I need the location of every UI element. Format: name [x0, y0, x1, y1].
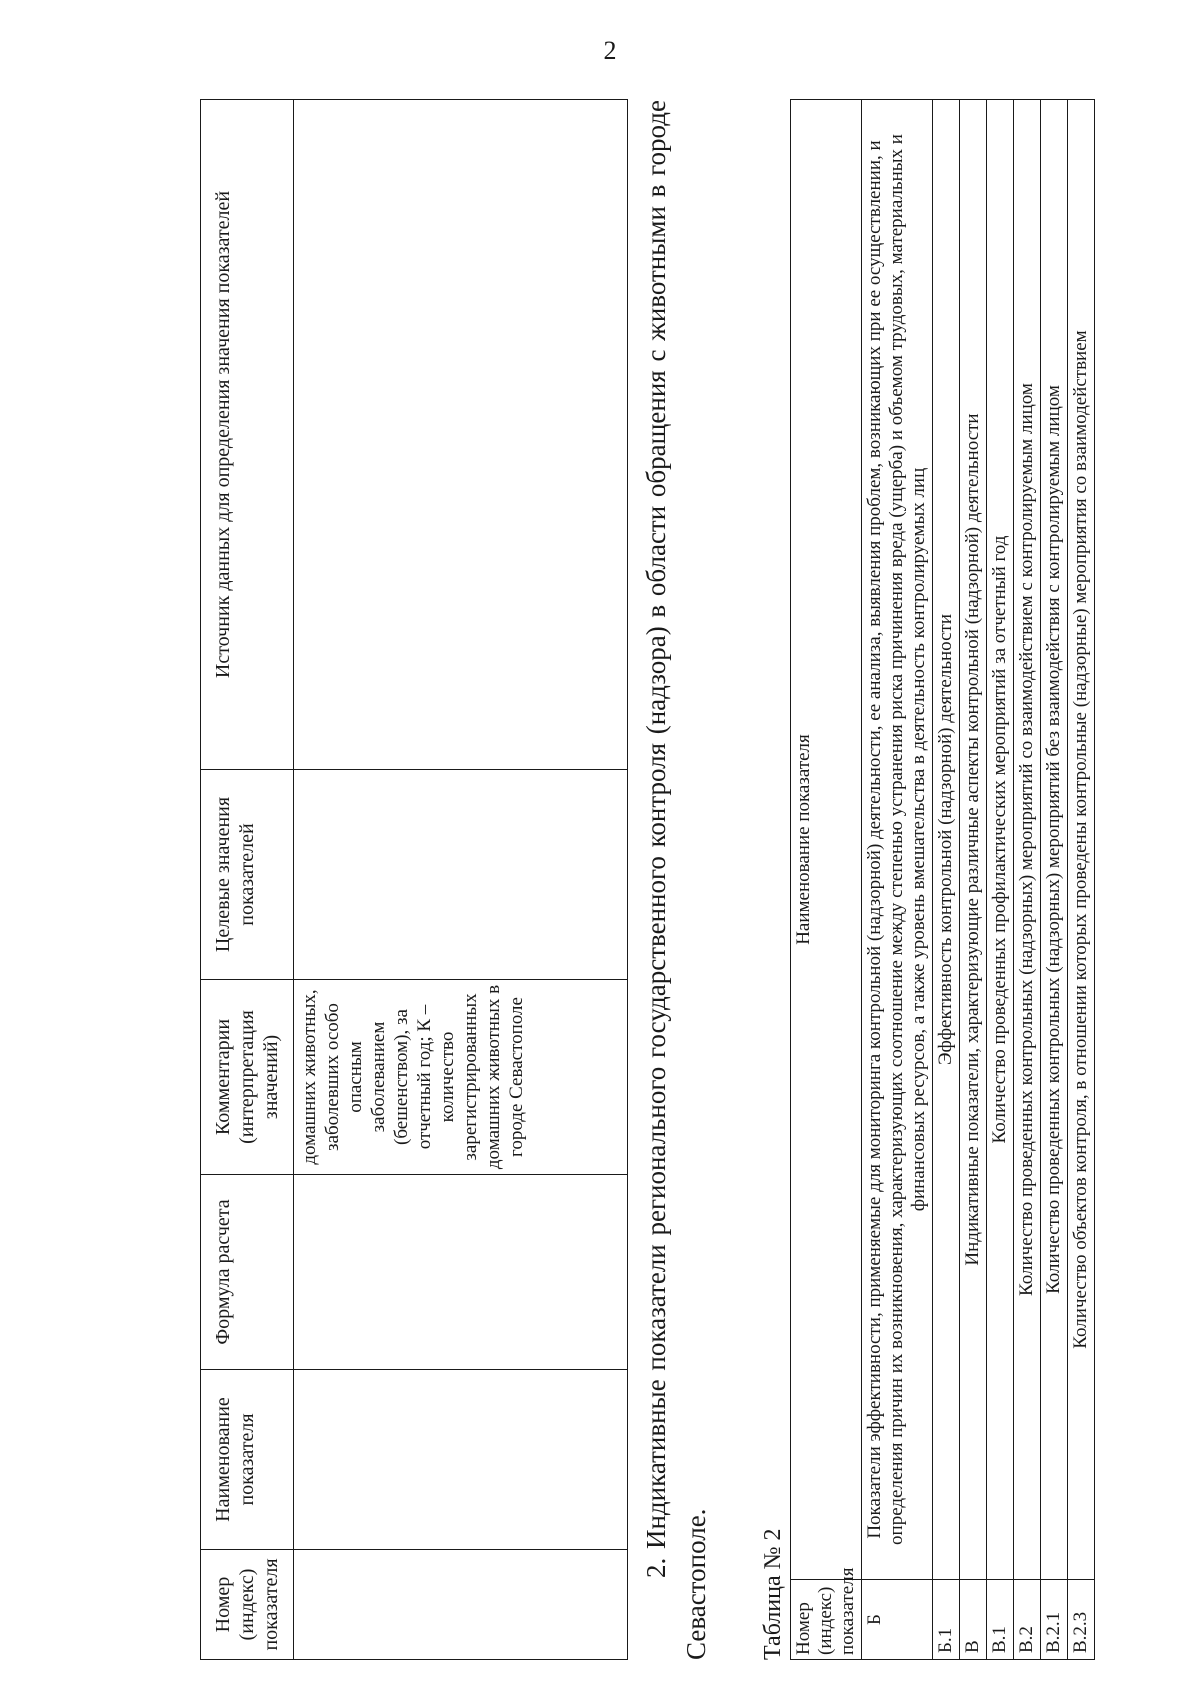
indicators-table-2: [790, 99, 1095, 1660]
indicators-table-continued: [200, 99, 628, 1660]
table-row: [987, 100, 1014, 1660]
header-indicator-name: Наименование показателя: [791, 100, 862, 1580]
row-text: Индикативные показатели, характеризующие различные аспекты контрольной (надзорной) деятельности: [960, 100, 987, 1580]
cell-comment: домашних животных, заболевших особо опасным заболеванием (бешенством), за отчетный год; К – количество зарегистрированных домашних животных в городе Севастополе: [294, 980, 628, 1175]
table-row: [294, 100, 628, 1660]
cell-source: [294, 100, 628, 770]
table-row: [933, 100, 960, 1660]
table-header-row: [791, 100, 862, 1660]
row-text: Количество проведенных контрольных (надзорных) мероприятий со взаимодействием с контролируемым лицом: [1014, 100, 1041, 1580]
cell-target: [294, 770, 628, 980]
row-index: В.2: [1014, 1580, 1041, 1660]
row-text: Эффективность контрольной (надзорной) деятельности: [933, 100, 960, 1580]
header-comment: Комментарии (интерпретация значений): [201, 980, 294, 1175]
table-row: [862, 100, 933, 1660]
row-text: Количество объектов контроля, в отношении которых проведены контрольные (надзорные) мероприятия со взаимодействием: [1068, 100, 1095, 1580]
header-source: Источник данных для определения значения показателей: [201, 100, 294, 770]
page-number: 2: [603, 36, 617, 65]
header-index: Номер (индекс) показателя: [791, 1580, 862, 1660]
row-index: В.2.1: [1041, 1580, 1068, 1660]
table-row: [1068, 100, 1095, 1660]
section-heading: 2. Индикативные показатели регионального государственного контроля (надзора) в области обращения с животными в городе Севастополе.: [641, 100, 711, 1660]
row-index: Б: [862, 1580, 933, 1660]
header-target: Целевые значения показателей: [201, 770, 294, 980]
row-index: В.2.3: [1068, 1580, 1095, 1660]
rotated-page-content: [200, 100, 1170, 1660]
cell-formula: [294, 1175, 628, 1370]
row-index: В.1: [987, 1580, 1014, 1660]
table-caption: Таблица № 2: [760, 1528, 786, 1660]
row-text: Количество проведенных профилактических мероприятий за отчетный год: [987, 100, 1014, 1580]
header-number: Номер (индекс) показателя: [201, 1550, 294, 1660]
table-row: [960, 100, 987, 1660]
table-header-row: [201, 100, 294, 1660]
cell-name: [294, 1370, 628, 1550]
table-row: [1041, 100, 1068, 1660]
row-text: Количество проведенных контрольных (надзорных) мероприятий без взаимодействия с контролируемым лицом: [1041, 100, 1068, 1580]
table-row: [1014, 100, 1041, 1660]
header-name: Наименование показателя: [201, 1370, 294, 1550]
row-index: В: [960, 1580, 987, 1660]
cell-number: [294, 1550, 628, 1660]
row-index: Б.1: [933, 1580, 960, 1660]
row-text: Показатели эффективности, применяемые для мониторинга контрольной (надзорной) деятельности, ее анализа, выявления проблем, возникающих при ее осуществлении, и определения причин их возникновения, характеризующих соотношение между степенью устранения риска причинения вреда (ущерба) и объемом трудовых, материальных и финансовых ресурсов, а также уровень вмешательства в деятельность контролируемых лиц: [862, 100, 933, 1580]
header-formula: Формула расчета: [201, 1175, 294, 1370]
